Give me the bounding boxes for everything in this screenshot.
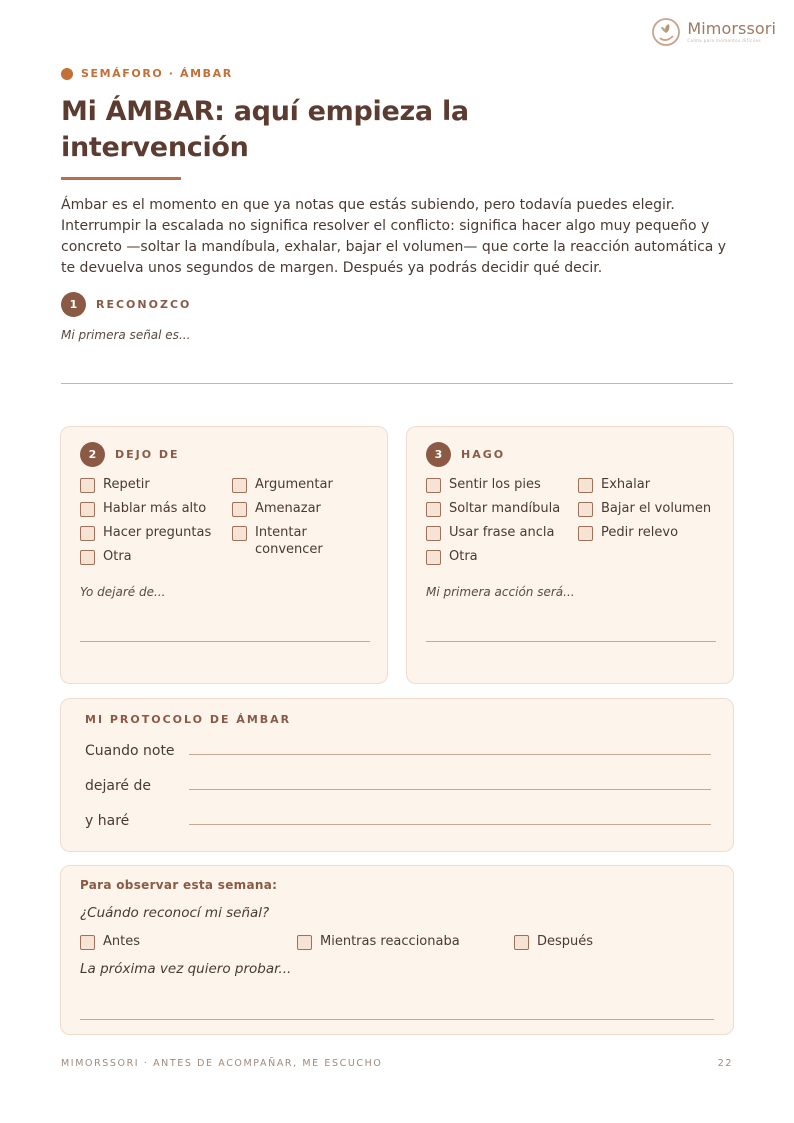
protocol-row-hare [85, 813, 711, 829]
option-soltar-mandibula[interactable]: Soltar mandíbula [426, 500, 578, 517]
section-label: RECONOZCO [96, 298, 192, 311]
option-pedir-relevo[interactable]: Pedir relevo [578, 524, 716, 541]
option-otra[interactable]: Otra [80, 548, 232, 565]
option-antes[interactable]: Antes [80, 933, 297, 950]
option-mientras-reaccionaba[interactable]: Mientras reaccionaba [297, 933, 514, 950]
option-bajar-el-volumen[interactable]: Bajar el volumen [578, 500, 716, 517]
step-number-badge: 3 [426, 442, 451, 467]
protocol-label: Cuando note [85, 743, 175, 759]
dejo-write-line[interactable] [80, 641, 370, 642]
option-despues[interactable]: Después [514, 933, 731, 950]
checkbox[interactable] [232, 502, 247, 517]
checkbox[interactable] [578, 526, 593, 541]
observe-options [80, 933, 731, 950]
brand-logo [651, 16, 776, 48]
checkbox[interactable] [426, 478, 441, 493]
checkbox[interactable] [80, 526, 95, 541]
option-hablar-mas-alto[interactable]: Hablar más alto [80, 500, 232, 517]
step-number-badge: 2 [80, 442, 105, 467]
protocol-label: y haré [85, 813, 130, 829]
option-sentir-los-pies[interactable]: Sentir los pies [426, 476, 578, 493]
checkbox[interactable] [426, 526, 441, 541]
option-usar-frase-ancla[interactable]: Usar frase ancla [426, 524, 578, 541]
checkbox[interactable] [80, 550, 95, 565]
card-hago [406, 426, 734, 684]
section-dejo-de [80, 442, 180, 467]
dejo-options [80, 476, 370, 565]
checkbox[interactable] [514, 935, 529, 950]
option-argumentar[interactable]: Argumentar [232, 476, 370, 493]
checkbox[interactable] [232, 478, 247, 493]
eyebrow [61, 67, 233, 80]
option-exhalar[interactable]: Exhalar [578, 476, 716, 493]
section-label: HAGO [461, 448, 506, 461]
option-repetir[interactable]: Repetir [80, 476, 232, 493]
checkbox[interactable] [578, 502, 593, 517]
protocol-row-cuando [85, 743, 711, 759]
observe-next-prompt: La próxima vez quiero probar... [80, 961, 292, 977]
checkbox[interactable] [297, 935, 312, 950]
card-protocol [60, 698, 734, 852]
hago-prompt: Mi primera acción será... [426, 585, 575, 599]
option-otra[interactable]: Otra [426, 548, 578, 565]
observe-title: Para observar esta semana: [80, 878, 278, 892]
page-number: 22 [717, 1058, 733, 1069]
hago-write-line[interactable] [426, 641, 716, 642]
reconozco-write-line[interactable] [61, 383, 733, 384]
option-intentar-convencer[interactable]: Intentar convencer [232, 524, 370, 565]
section-reconozco [61, 292, 191, 317]
footer-text: MIMORSSORI · ANTES DE ACOMPAÑAR, ME ESCUCHO [61, 1058, 383, 1069]
card-dejo-de [60, 426, 388, 684]
option-amenazar[interactable]: Amenazar [232, 500, 370, 517]
hago-options [426, 476, 716, 565]
step-number-badge: 1 [61, 292, 86, 317]
checkbox[interactable] [426, 550, 441, 565]
brand-name: Mimorssori [687, 19, 776, 38]
protocol-write-line[interactable] [189, 789, 711, 790]
brand-tagline: Calma para momentos difíciles [687, 38, 761, 43]
eyebrow-label: SEMÁFORO · ÁMBAR [81, 67, 233, 80]
checkbox[interactable] [578, 478, 593, 493]
section-label: DEJO DE [115, 448, 180, 461]
amber-dot-icon [61, 68, 73, 80]
dejo-prompt: Yo dejaré de... [80, 585, 166, 599]
reconozco-prompt: Mi primera señal es... [61, 328, 191, 342]
observe-write-line[interactable] [80, 1019, 714, 1020]
mimorssori-logo-icon [651, 16, 683, 48]
checkbox[interactable] [80, 935, 95, 950]
page-footer [61, 1058, 733, 1069]
checkbox[interactable] [232, 526, 247, 541]
option-hacer-preguntas[interactable]: Hacer preguntas [80, 524, 232, 541]
section-hago [426, 442, 505, 467]
intro-paragraph: Ámbar es el momento en que ya notas que estás subiendo, pero todavía puedes elegir. Interrumpir la escalada no significa resolver el conflicto: significa hacer algo muy pequeño y concreto —soltar la mandíbula, exhalar, bajar el volumen— que corte la reacción automática y te devuelva unos segundos de margen. Después ya podrás decidir qué decir. [61, 197, 727, 276]
checkbox[interactable] [426, 502, 441, 517]
checkbox[interactable] [80, 478, 95, 493]
protocol-row-dejare [85, 778, 711, 794]
card-observe [60, 865, 734, 1035]
protocol-title: MI PROTOCOLO DE ÁMBAR [85, 713, 292, 726]
observe-question: ¿Cuándo reconocí mi señal? [80, 905, 270, 921]
protocol-write-line[interactable] [189, 754, 711, 755]
checkbox[interactable] [80, 502, 95, 517]
title-underline [61, 177, 181, 180]
protocol-label: dejaré de [85, 778, 151, 794]
protocol-write-line[interactable] [189, 824, 711, 825]
page-title: Mi ÁMBAR: aquí empieza la intervención [61, 96, 469, 163]
